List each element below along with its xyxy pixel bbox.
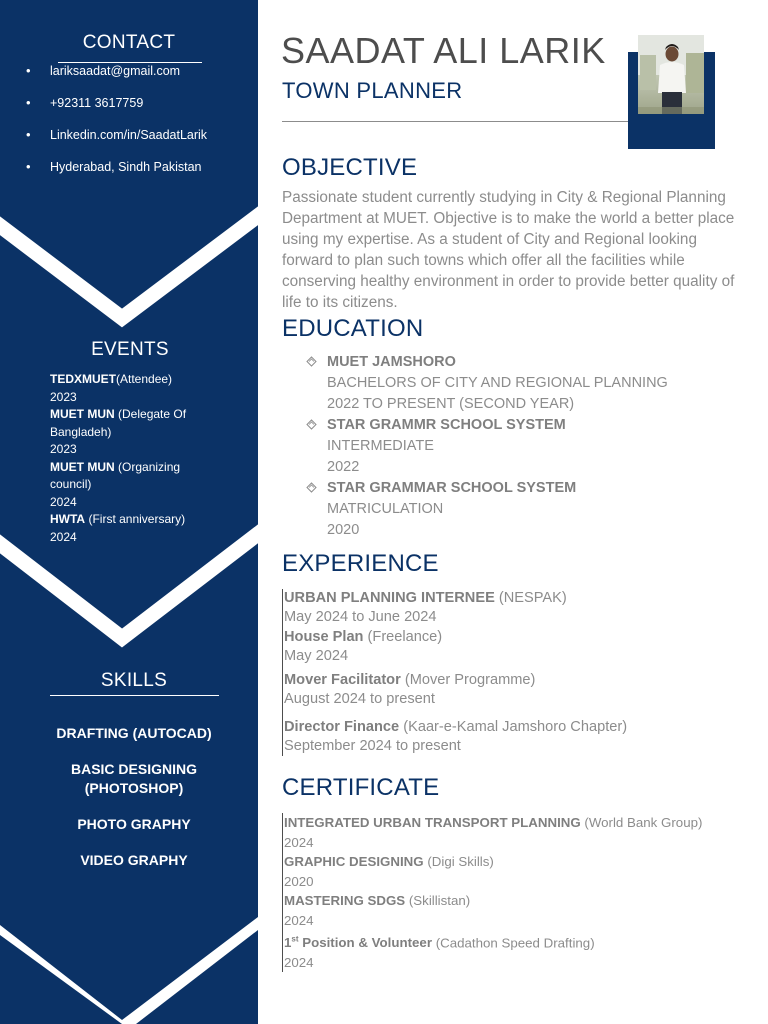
certificate-item: [284, 891, 727, 930]
skills-list: [30, 724, 238, 887]
event-item: [50, 406, 210, 459]
experience-item: [284, 628, 722, 666]
certificate-year: 2024: [284, 954, 314, 970]
certificate-org: (World Bank Group): [584, 815, 703, 830]
skill-item: BASIC DESIGNING (PHOTOSHOP): [70, 761, 197, 796]
event-detail: (First anniversary): [88, 512, 186, 526]
education-period: 2022 TO PRESENT (SECOND YEAR): [327, 396, 575, 412]
event-detail: (Attendee): [116, 372, 173, 386]
certificate-org: (Skillistan): [408, 893, 471, 908]
sidebar: [0, 0, 258, 1024]
diamond-bullet-icon: [306, 356, 317, 367]
event-title: TEDXMUET: [50, 372, 116, 386]
education-item: [306, 352, 746, 415]
objective-text: Passionate student currently studying in City & Regional Planning Department at MUET. Objective is to make the world a better place using my expertise. As a student of City and Regional looking forward to plan such towns which offer all the facilities while conserving healthy environment in order to provide better quality of life to its citizens.: [282, 189, 735, 311]
certificate-rank-suffix: st: [291, 935, 299, 944]
certificate-item: [284, 930, 727, 972]
event-title: MUET MUN: [50, 459, 115, 474]
event-year: 2024: [50, 494, 77, 509]
certificate-name: [284, 935, 432, 950]
certificate-name: GRAPHIC DESIGNING: [284, 854, 424, 869]
event-year: 2024: [50, 529, 77, 544]
education-school: STAR GRAMMAR SCHOOL SYSTEM: [327, 480, 577, 496]
experience-list: [282, 589, 722, 756]
certificate-year: 2020: [284, 873, 314, 889]
experience-period: September 2024 to present: [284, 738, 461, 754]
profile-photo: [638, 35, 704, 114]
experience-item: [284, 589, 722, 627]
certificate-org: (Digi Skills): [427, 854, 494, 869]
experience-org: (Freelance): [367, 629, 443, 645]
certificate-item: [284, 813, 727, 852]
education-list: [306, 352, 746, 541]
education-degree: BACHELORS OF CITY AND REGIONAL PLANNING: [327, 375, 668, 391]
education-period: 2020: [327, 522, 360, 538]
skill-item: DRAFTING (AUTOCAD): [56, 725, 212, 741]
education-item: [306, 415, 746, 478]
contact-list: [26, 62, 251, 190]
experience-item: [284, 671, 722, 709]
education-degree: INTERMEDIATE: [327, 438, 434, 454]
certificate-title: Position & Volunteer: [298, 935, 432, 951]
experience-org: (Kaar-e-Kamal Jamshoro Chapter): [403, 719, 628, 735]
skills-heading: SKILLS: [100, 670, 168, 691]
contact-location: • Hyderabad, Sindh Pakistan: [26, 158, 251, 190]
event-detail: (Delegate Of Bangladeh): [50, 407, 187, 439]
education-school: STAR GRAMMR SCHOOL SYSTEM: [327, 417, 566, 433]
events-heading: EVENTS: [91, 339, 169, 360]
experience-org: (Mover Programme): [404, 672, 536, 688]
certificate-rank: 1: [284, 935, 292, 951]
education-school: MUET JAMSHORO: [327, 354, 456, 370]
experience-item: [284, 718, 722, 756]
event-item: [50, 511, 210, 546]
certificate-year: 2024: [284, 912, 314, 928]
event-item: [50, 371, 210, 406]
certificate-name: MASTERING SDGS: [284, 893, 406, 908]
diamond-bullet-icon: [306, 419, 317, 430]
experience-heading: EXPERIENCE: [282, 550, 439, 577]
certificate-year: 2024: [284, 834, 314, 850]
event-detail: (Organizing council): [50, 459, 181, 491]
job-title: TOWN PLANNER: [282, 78, 463, 103]
person-silhouette-icon: [638, 35, 704, 114]
objective-heading: OBJECTIVE: [282, 154, 418, 181]
experience-role: House Plan: [284, 629, 364, 645]
contact-heading: CONTACT: [82, 32, 176, 53]
event-year: 2023: [50, 442, 77, 456]
education-period: 2022: [327, 459, 360, 475]
experience-period: August 2024 to present: [284, 691, 435, 707]
certificate-name: INTEGRATED URBAN TRANSPORT PLANNING: [284, 815, 581, 830]
experience-org: (NESPAK): [498, 590, 567, 606]
event-title: HWTA: [50, 512, 86, 526]
person-name: SAADAT ALI LARIK: [281, 30, 606, 71]
education-heading: EDUCATION: [282, 315, 424, 342]
education-degree: MATRICULATION: [327, 501, 444, 517]
contact-phone[interactable]: • +92311 3617759: [26, 94, 251, 126]
experience-role: Mover Facilitator: [284, 672, 401, 688]
diamond-bullet-icon: [306, 482, 317, 493]
skill-item: VIDEO GRAPHY: [80, 852, 188, 868]
certificate-heading: CERTIFICATE: [282, 774, 440, 801]
header-divider: [282, 121, 630, 122]
certificate-list: [282, 813, 727, 972]
experience-period: May 2024 to June 2024: [284, 609, 437, 625]
event-title: MUET MUN: [50, 407, 115, 421]
event-item: [50, 459, 210, 512]
experience-period: May 2024: [284, 648, 349, 664]
contact-email[interactable]: • lariksaadat@gmail.com: [26, 62, 251, 94]
event-year: 2023: [50, 389, 77, 404]
experience-role: Director Finance: [284, 719, 400, 735]
certificate-item: [284, 852, 727, 891]
education-item: [306, 478, 746, 541]
experience-role: URBAN PLANNING INTERNEE: [284, 590, 495, 606]
contact-linkedin[interactable]: • Linkedin.com/in/SaadatLarik: [26, 126, 251, 158]
skill-item: PHOTO GRAPHY: [77, 816, 191, 832]
skills-rule: [50, 695, 219, 696]
certificate-org: (Cadathon Speed Drafting): [435, 935, 595, 951]
events-list: [50, 371, 210, 546]
